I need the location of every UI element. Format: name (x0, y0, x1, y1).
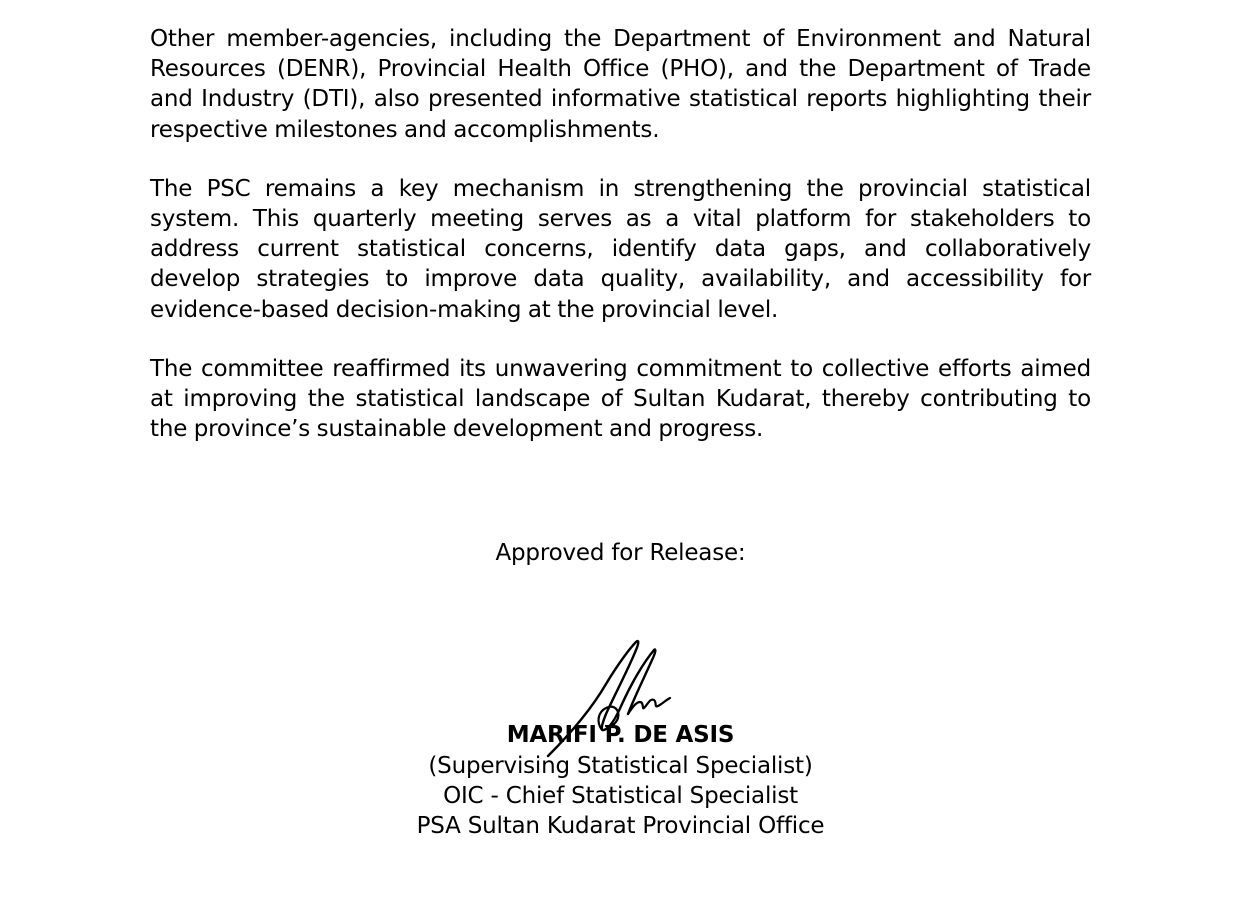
signature-main-stroke (548, 641, 655, 756)
handwritten-signature (540, 634, 680, 760)
signatory-name: MARIFI P. DE ASIS (506, 722, 735, 748)
signatory-office: PSA Sultan Kudarat Provincial Office (416, 813, 825, 839)
paragraph-committee-commitment: The committee reaffirmed its unwavering commitment to collective efforts aimed at improving the statistical landscape of Sultan Kudarat, thereby contributing to the province’s sustainable development and progress. (150, 355, 1091, 443)
document-body (150, 24, 1091, 444)
paragraph-member-agencies: Other member-agencies, including the Department of Environment and Natural Resources (DENR), Provincial Health Office (PHO), and the Department of Trade and Industry (DTI), also presented informative statistical reports highlighting their respective milestones and accomplishments. (150, 26, 1091, 143)
paragraph-psc-mechanism: The PSC remains a key mechanism in strengthening the provincial statistical system. This quarterly meeting serves as a vital platform for stakeholders to address current statistical concerns, identify data gaps, and collaboratively develop strategies to improve data quality, availability, and accessibility for evidence-based decision-making at the provincial level. (150, 175, 1091, 323)
signatory-title: OIC - Chief Statistical Specialist (443, 783, 798, 809)
signatory-position: (Supervising Statistical Specialist) (428, 753, 813, 779)
approval-label: Approved for Release: (495, 540, 746, 566)
